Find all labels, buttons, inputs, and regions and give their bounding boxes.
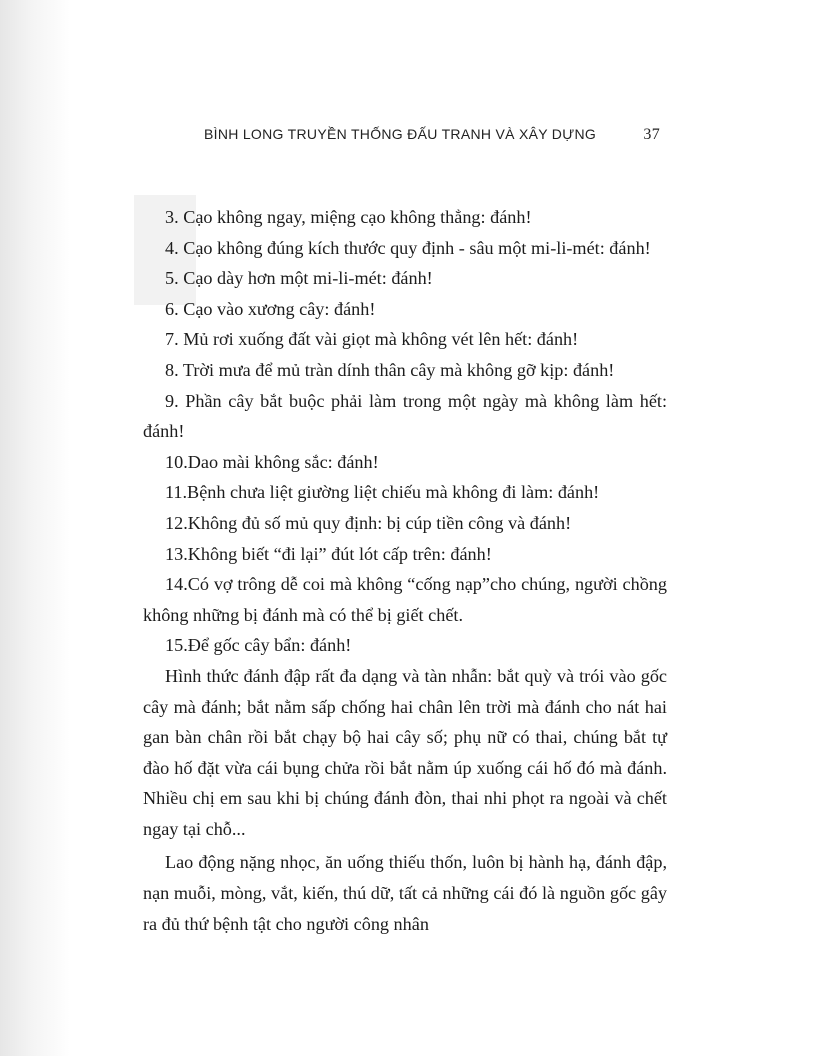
list-item-8: 8. Trời mưa để mủ tràn dính thân cây mà không gỡ kịp: đánh! — [165, 359, 615, 380]
list-item-11: 11.Bệnh chưa liệt giường liệt chiếu mà không đi làm: đánh! — [165, 482, 600, 503]
list-item-5: 5. Cạo dày hơn một mi-li-mét: đánh! — [165, 268, 433, 289]
list-item-15: 15.Để gốc cây bẩn: đánh! — [165, 635, 352, 656]
list-item-4: 4. Cạo không đúng kích thước quy định - sâu một mi-li-mét: đánh! — [165, 237, 651, 258]
running-header-title: BÌNH LONG TRUYỀN THỐNG ĐẤU TRANH VÀ XÂY DỰNG — [204, 126, 597, 142]
list-item-9: 9. Phần cây bắt buộc phải làm trong một ngày mà không làm hết: đánh! — [143, 390, 667, 442]
list-item-14: 14.Có vợ trông dễ coi mà không “cống nạp”cho chúng, người chồng không những bị đánh mà có thể bị giết chết. — [143, 574, 667, 625]
page-number: 37 — [643, 126, 660, 143]
running-header — [204, 126, 660, 150]
list-item-3: 3. Cạo không ngay, miệng cạo không thẳng: đánh! — [165, 207, 532, 227]
paragraph-hardship: Lao động nặng nhọc, ăn uống thiếu thốn, luôn bị hành hạ, đánh đập, nạn muỗi, mòng, vắt, kiến, thú dữ, tất cả những cái đó là nguồn gốc gây ra đủ thứ bệnh tật cho người công nhân — [143, 852, 667, 934]
paragraph-beating-methods: Hình thức đánh đập rất đa dạng và tàn nhẫn: bắt quỳ và trói vào gốc cây mà đánh; bắt nằm sấp chống hai chân lên trời mà đánh cho nát hai gan bàn chân rồi bắt chạy bộ hai cây số; phụ nữ có thai, chúng bắt tự đào hố đặt vừa cái bụng chửa rồi bắt nằm úp xuống cái hố đó mà đánh. Nhiều chị em sau khi bị chúng đánh đòn, thai nhi phọt ra ngoài và chết ngay tại chỗ... — [143, 665, 667, 839]
page-edge-shadow — [0, 0, 70, 1056]
list-item-10: 10.Dao mài không sắc: đánh! — [165, 451, 379, 472]
list-item-13: 13.Không biết “đi lại” đút lót cấp trên: đánh! — [165, 543, 492, 564]
list-item-6: 6. Cạo vào xương cây: đánh! — [165, 298, 376, 319]
list-item-12: 12.Không đủ số mủ quy định: bị cúp tiền công và đánh! — [165, 512, 572, 533]
body-text — [143, 202, 667, 939]
list-item-7: 7. Mủ rơi xuống đất vài giọt mà không vét lên hết: đánh! — [165, 329, 579, 350]
